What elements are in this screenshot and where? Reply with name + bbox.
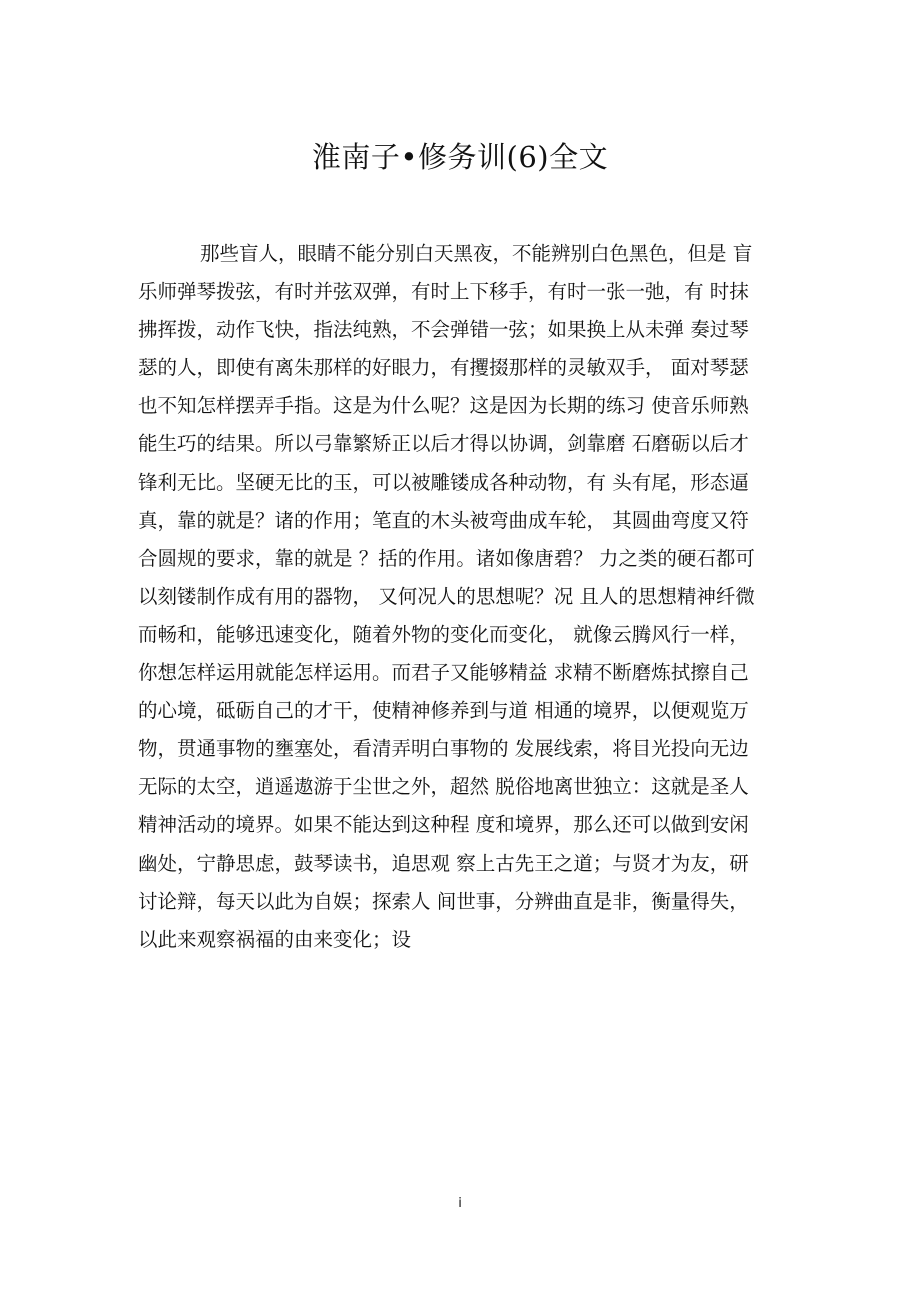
text-line: 也不知怎样摆弄手指。这是为什么呢？这是因为长期的练习 使音乐师熟: [138, 394, 749, 418]
text-line: 讨论辩，每天以此为自娱；探索人 间世事，分辨曲直是非，衡量得失，: [138, 889, 749, 913]
text-line: 幽处，宁静思虑，鼓琴读书，追思观 察上古先王之道；与贤才为友，研: [138, 851, 749, 875]
text-line: 精神活动的境界。如果不能达到这种程 度和境界，那么还可以做到安闲: [138, 813, 749, 837]
text-line: 而畅和，能够迅速变化，随着外物的变化而变化， 就像云腾风行一样，: [138, 622, 749, 646]
text-line: 以此来观察祸福的由来变化；设: [138, 927, 412, 951]
text-line: 乐师弹琴拨弦，有时并弦双弹，有时上下移手，有时一张一弛，有 时抹: [138, 280, 749, 304]
text-line: 能生巧的结果。所以弓靠繁矫正以后才得以协调，剑靠磨 石磨砺以后才: [138, 432, 749, 456]
text-line: 以刻镂制作成有用的器物， 又何况人的思想呢？况 且人的思想精神纤微: [138, 584, 755, 608]
text-line: 你想怎样运用就能怎样运用。而君子又能够精益 求精不断磨炼拭擦自己: [138, 661, 749, 685]
document-title: 淮南子•修务训(6)全文: [311, 140, 609, 174]
text-line: 物，贯通事物的壅塞处，看清弄明白事物的 发展线索，将目光投向无边: [138, 737, 749, 761]
text-line: 拂挥拨，动作飞快，指法纯熟，不会弹错一弦；如果换上从未弹 奏过琴: [138, 318, 749, 342]
text-line: 真，靠的就是？诸的作用；笔直的木头被弯曲成车轮， 其圆曲弯度又符: [138, 508, 749, 532]
body-paragraph: [138, 235, 788, 959]
text-line: 无际的太空，逍遥遨游于尘世之外，超然 脱俗地离世独立：这就是圣人: [138, 775, 749, 799]
text-line: 的心境，砥砺自己的才干，使精神修养到与道 相通的境界，以便观览万: [138, 699, 749, 723]
text-line: 合圆规的要求，靠的就是 ？括的作用。诸如像唐碧？ 力之类的硬石都可: [138, 546, 755, 570]
page-number: i: [458, 1196, 462, 1211]
text-line: 瑟的人，即使有离朱那样的好眼力，有攫掇那样的灵敏双手， 面对琴瑟: [138, 356, 749, 380]
text-line: 那些盲人，眼睛不能分别白天黑夜，不能辨别白色黑色，但是 盲: [200, 242, 753, 265]
text-line: 锋利无比。坚硬无比的玉，可以被雕镂成各种动物，有 头有尾，形态逼: [138, 470, 749, 494]
